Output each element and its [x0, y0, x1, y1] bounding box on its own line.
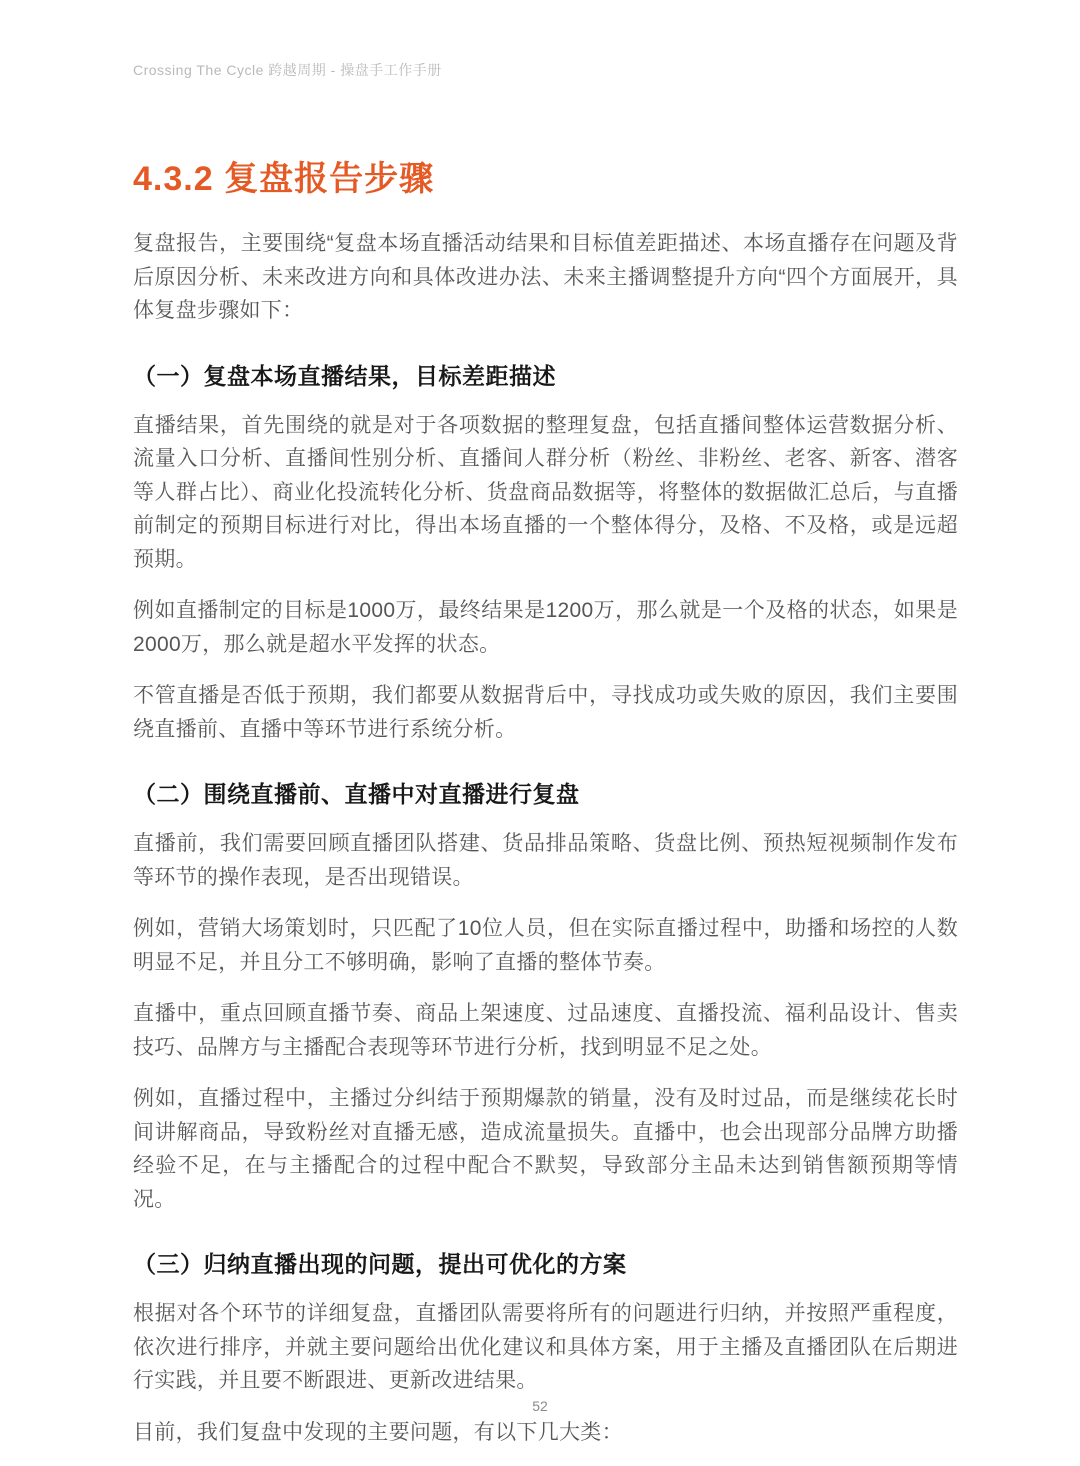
intro-paragraph: 复盘报告，主要围绕“复盘本场直播活动结果和目标值差距描述、本场直播存在问题及背后原因分析、未来改进方向和具体改进办法、未来主播调整提升方向“四个方面展开，具体复盘步骤如下：: [133, 232, 958, 322]
section-1-heading: （一）复盘本场直播结果，目标差距描述: [133, 362, 556, 389]
section-3-paragraph-2: 目前，我们复盘中发现的主要问题，有以下几大类：: [133, 1420, 623, 1444]
section-1-paragraph-3: 不管直播是否低于预期，我们都要从数据背后中，寻找成功或失败的原因，我们主要围绕直播前、直播中等环节进行系统分析。: [133, 684, 958, 741]
section-2-heading: （二）围绕直播前、直播中对直播进行复盘: [133, 781, 580, 807]
section-3-paragraph-1: 根据对各个环节的详细复盘，直播团队需要将所有的问题进行归纳，并按照严重程度，依次进行排序，并就主要问题给出优化建议和具体方案，用于主播及直播团队在后期进行实践，并且要不断跟进、更新改进结果。: [133, 1302, 958, 1392]
section-2-paragraph-4: 例如，直播过程中，主播过分纠结于预期爆款的销量，没有及时过品，而是继续花长时间讲解商品，导致粉丝对直播无感，造成流量损失。直播中，也会出现部分品牌方助播经验不足，在与主播配合的过程中配合不默契，导致部分主品未达到销售额预期等情况。: [133, 1087, 958, 1211]
page-number: 52: [532, 1398, 548, 1414]
section-2-paragraph-3: 直播中，重点回顾直播节奏、商品上架速度、过品速度、直播投流、福利品设计、售卖技巧、品牌方与主播配合表现等环节进行分析，找到明显不足之处。: [133, 1002, 958, 1059]
section-1-paragraph-1: 直播结果，首先围绕的就是对于各项数据的整理复盘，包括直播间整体运营数据分析、流量入口分析、直播间性别分析、直播间人群分析（粉丝、非粉丝、老客、新客、潜客等人群占比）、商业化投流转化分析、货盘商品数据等，将整体的数据做汇总后，与直播前制定的预期目标进行对比，得出本场直播的一个整体得分，及格、不及格，或是远超预期。: [133, 413, 958, 571]
section-1-paragraph-2: 例如直播制定的目标是1000万，最终结果是1200万，那么就是一个及格的状态，如果是2000万，那么就是超水平发挥的状态。: [133, 599, 958, 656]
running-header: Crossing The Cycle 跨越周期 - 操盘手工作手册: [133, 62, 442, 78]
section-2-paragraph-1: 直播前，我们需要回顾直播团队搭建、货品排品策略、货盘比例、预热短视频制作发布等环节的操作表现，是否出现错误。: [133, 832, 958, 889]
page-title: 4.3.2 复盘报告步骤: [133, 160, 435, 198]
section-2-paragraph-2: 例如，营销大场策划时，只匹配了10位人员，但在实际直播过程中，助播和场控的人数明显不足，并且分工不够明确，影响了直播的整体节奏。: [133, 917, 958, 974]
section-3-heading: （三）归纳直播出现的问题，提出可优化的方案: [133, 1251, 627, 1277]
